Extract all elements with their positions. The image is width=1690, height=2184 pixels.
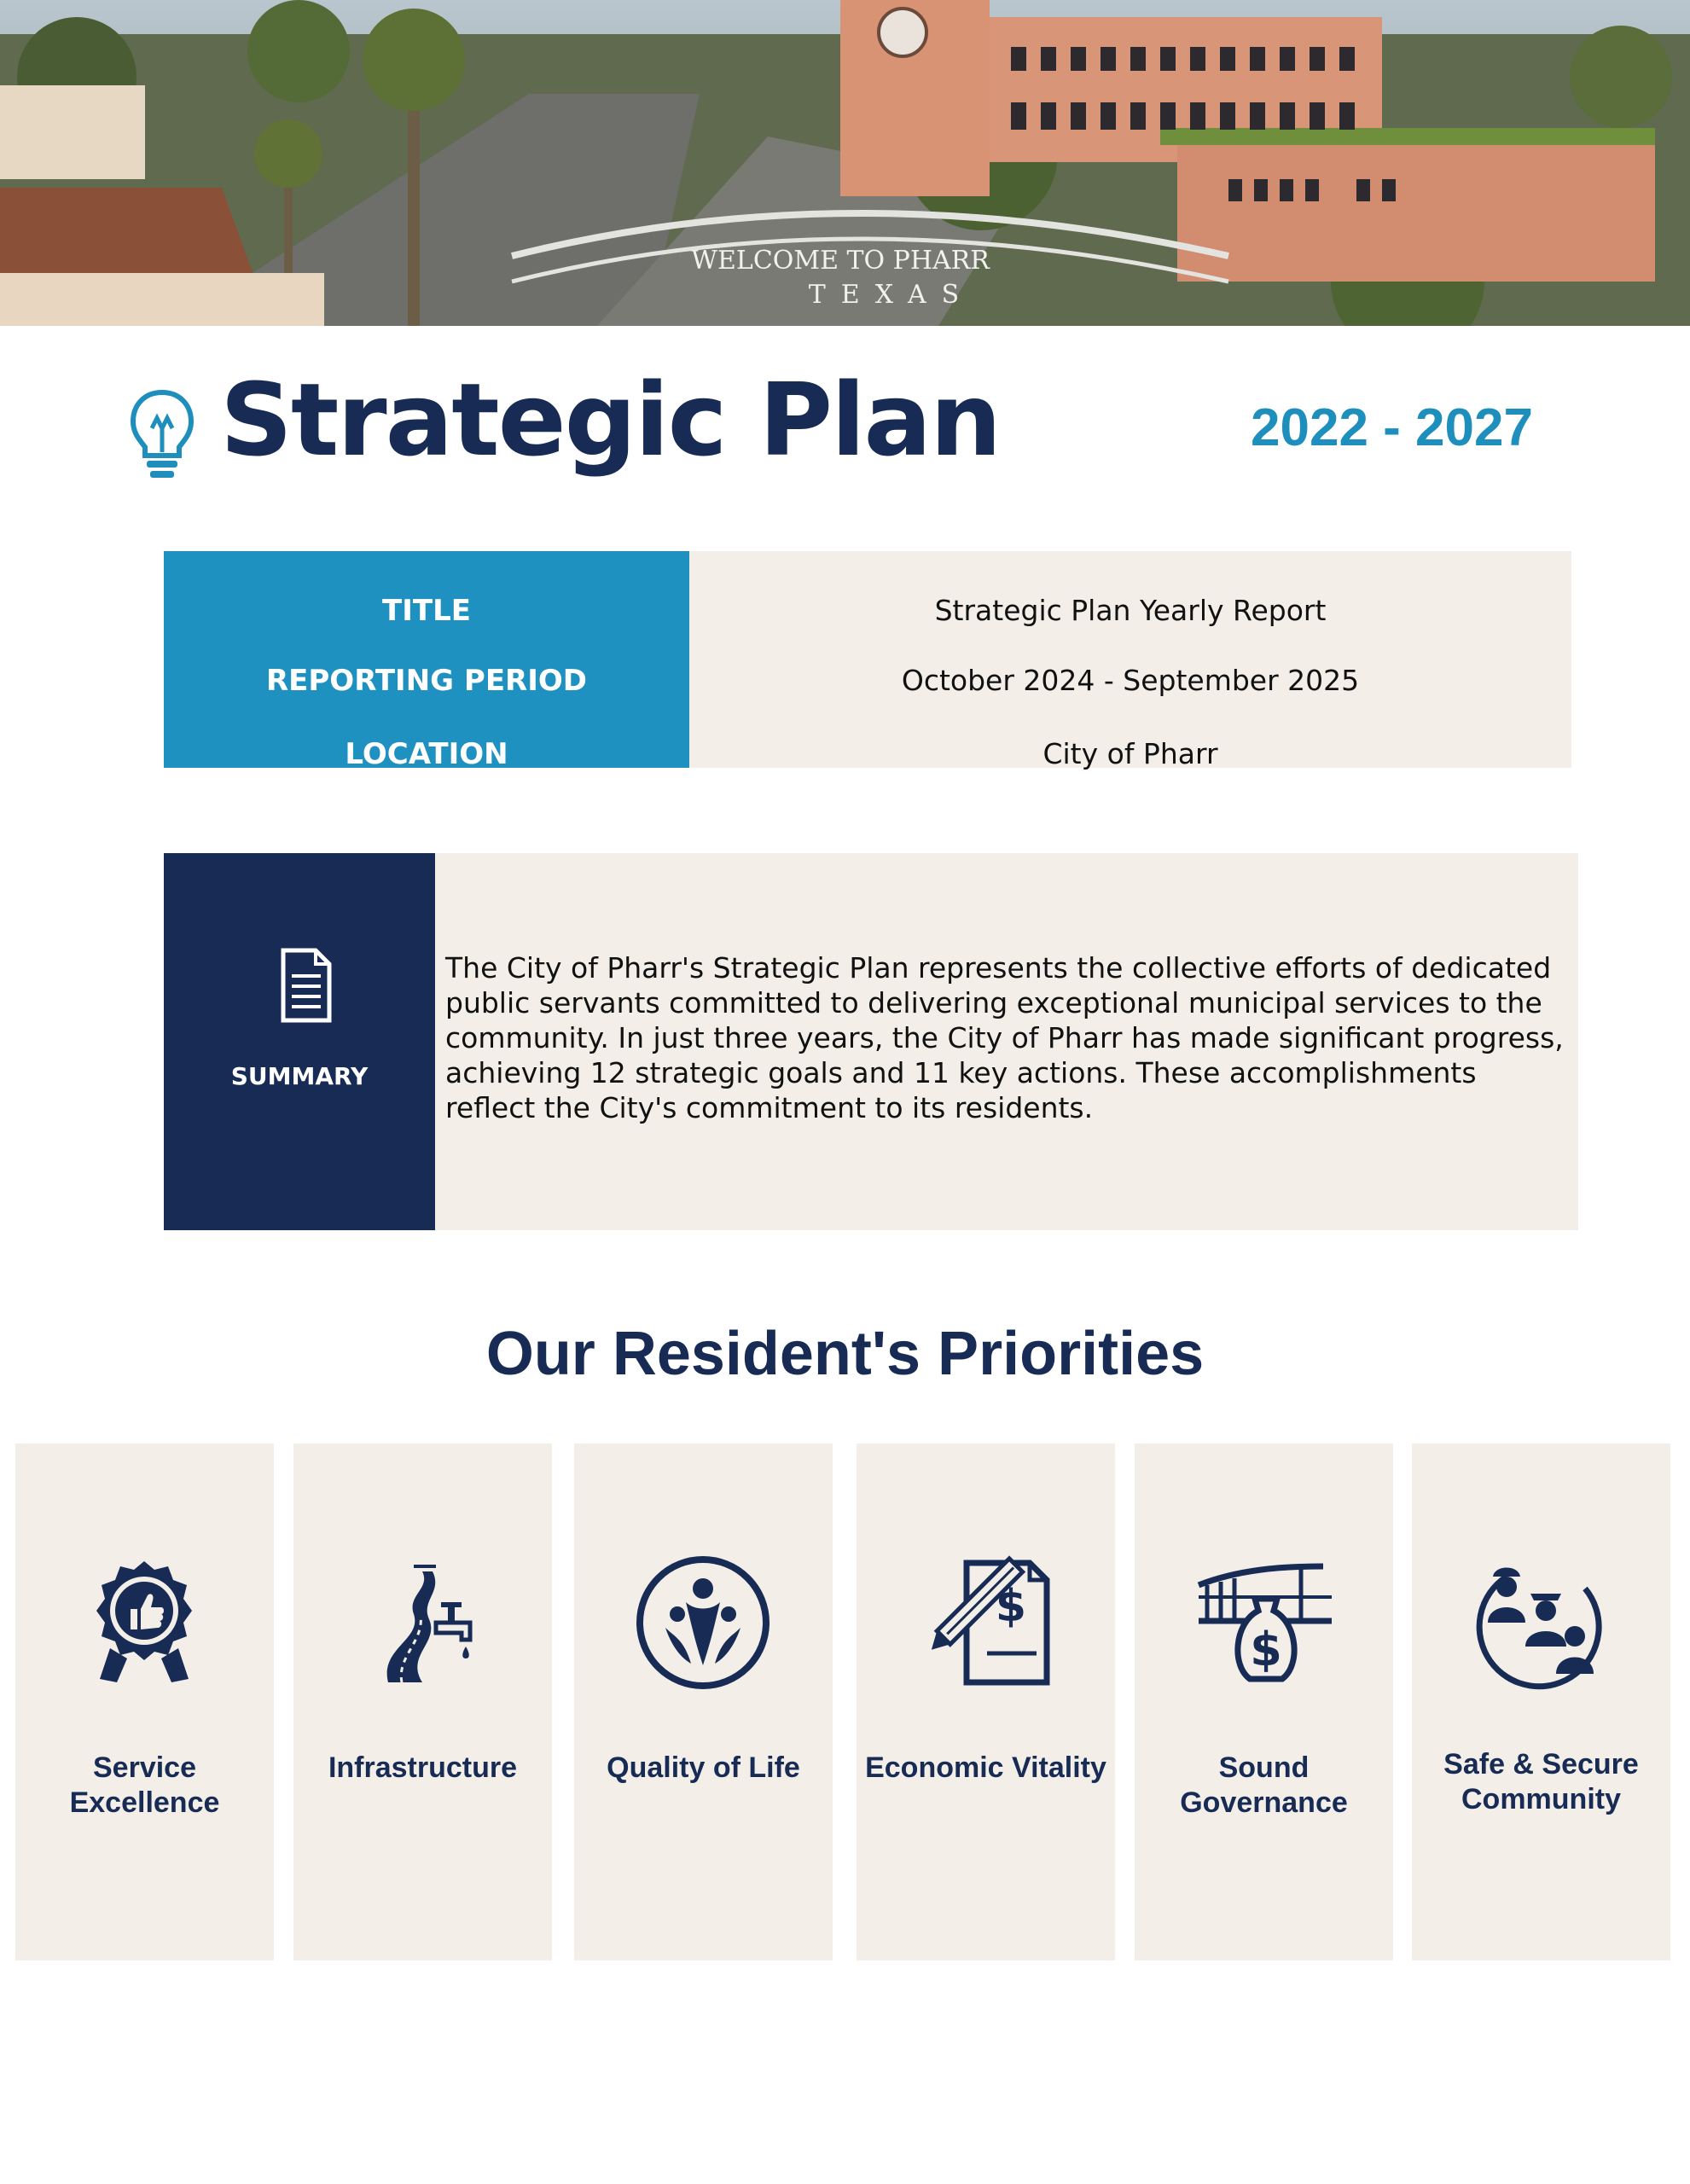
title-row	[0, 326, 1690, 531]
priority-card-sound-governance	[1135, 1443, 1393, 1960]
info-labels-column	[164, 551, 689, 771]
priority-label: Infrastructure	[328, 1751, 518, 1784]
summary-label: SUMMARY	[230, 1062, 369, 1090]
award-thumbs-up-icon	[76, 1554, 212, 1691]
document-pencil-dollar-icon	[917, 1554, 1054, 1691]
summary-body	[435, 853, 1578, 1230]
priority-label: Safe & Secure Community	[1443, 1748, 1639, 1815]
page-title: Strategic Plan	[220, 361, 1001, 479]
priority-card-quality-of-life	[574, 1443, 833, 1960]
info-value-title: Strategic Plan Yearly Report	[934, 594, 1327, 627]
lightbulb-icon	[128, 387, 196, 481]
community-people-icon	[635, 1554, 771, 1691]
road-faucet-icon	[354, 1554, 491, 1691]
welcome-sign-text: WELCOME TO PHARR	[691, 246, 990, 276]
priority-card-safe-secure-community	[1412, 1443, 1670, 1960]
info-label-location: LOCATION	[345, 737, 508, 771]
priority-label: Sound Governance	[1180, 1751, 1348, 1819]
summary-text: The City of Pharr's Strategic Plan represents the collective efforts of dedicated public servants committed to delivering exceptional municipal services to the community. In just three years, the City of Pharr has made significant progress, achieving 12 strategic goals and 11 key actions. These accomplishments reflect the City's commitment to its residents.	[445, 951, 1564, 1124]
svg-text:$: $	[995, 1581, 1027, 1632]
money-bag-bridge-icon	[1195, 1554, 1332, 1691]
first-responders-icon	[1472, 1554, 1609, 1691]
summary-sidebar	[164, 853, 435, 1230]
info-label-reporting-period: REPORTING PERIOD	[265, 664, 588, 698]
plan-years: 2022 - 2027	[1251, 398, 1533, 457]
hero-photo	[0, 0, 1690, 326]
priorities-heading: Our Resident's Priorities	[485, 1320, 1205, 1388]
summary-section	[164, 853, 1578, 1230]
priority-label: Service Excellence	[69, 1751, 220, 1819]
priority-label: Economic Vitality	[865, 1751, 1106, 1784]
info-value-location: City of Pharr	[1042, 737, 1218, 770]
texas-sign-text: TEXAS	[808, 280, 975, 310]
priority-label: Quality of Life	[607, 1751, 800, 1784]
info-values-column	[689, 551, 1571, 768]
priority-card-service-excellence	[15, 1443, 274, 1960]
document-icon	[280, 947, 333, 1024]
report-info-table	[164, 551, 1571, 771]
priority-card-infrastructure	[293, 1443, 552, 1960]
info-label-title: TITLE	[382, 594, 471, 628]
priority-card-economic-vitality	[857, 1443, 1115, 1960]
svg-text:$: $	[1250, 1623, 1282, 1676]
info-value-reporting-period: October 2024 - September 2025	[901, 664, 1360, 697]
